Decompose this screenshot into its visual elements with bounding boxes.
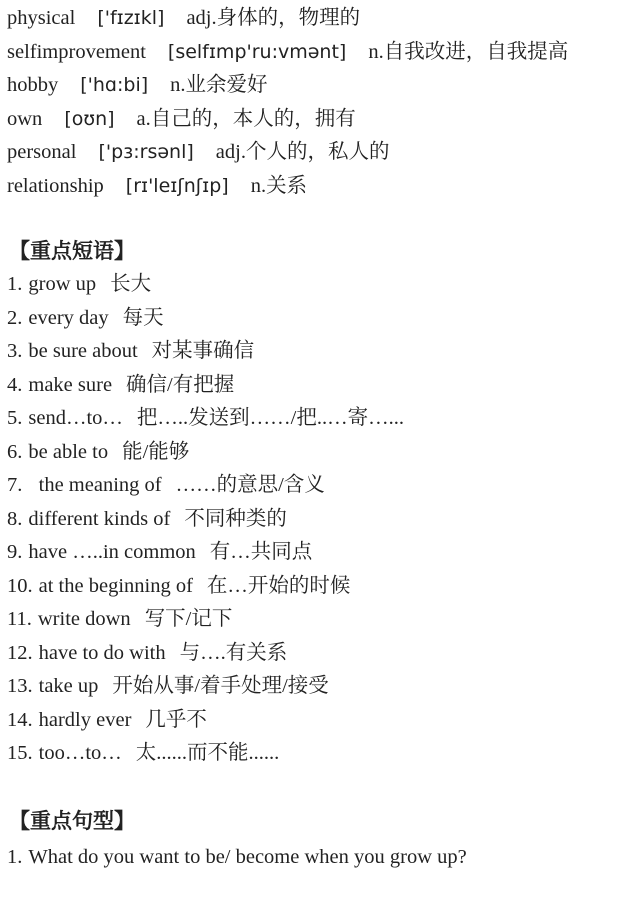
vocab-meaning: n.自我改进，自我提高 xyxy=(368,40,569,63)
sentence-list xyxy=(7,840,637,874)
phrase-chinese: 在…开始的时候 xyxy=(206,574,351,597)
phrase-english: the meaning of xyxy=(28,474,162,496)
vocab-phonetic: [selfɪmp'ru:vmənt] xyxy=(167,40,347,63)
vocab-item xyxy=(7,36,637,70)
phrase-item xyxy=(7,302,637,336)
phrase-english: different kinds of xyxy=(28,507,171,530)
vocab-meaning: adj.身体的，物理的 xyxy=(186,7,361,29)
vocab-phonetic: [rɪ'leɪʃnʃɪp] xyxy=(125,174,229,197)
phrase-english: hardly ever xyxy=(38,708,132,731)
phrase-number: 6. xyxy=(7,440,23,463)
phrase-item xyxy=(7,503,637,537)
phrase-number: 12. xyxy=(7,641,33,664)
phrases-heading: 【重点短语】 xyxy=(9,239,135,263)
phrase-english: at the beginning of xyxy=(38,574,193,597)
vocab-word: hobby xyxy=(7,74,59,97)
vocab-meaning: adj.个人的，私人的 xyxy=(215,141,390,164)
sentences-heading: 【重点句型】 xyxy=(9,809,135,833)
phrase-english: be sure about xyxy=(28,340,138,362)
phrase-english: have to do with xyxy=(38,641,166,664)
phrase-english: grow up xyxy=(28,273,97,295)
vocab-word: own xyxy=(7,107,43,130)
phrase-chinese: 与….有关系 xyxy=(179,641,288,664)
vocab-word: physical xyxy=(7,7,76,29)
vocab-item xyxy=(7,69,637,103)
phrase-number: 11. xyxy=(7,608,32,630)
phrase-chinese: 有…共同点 xyxy=(209,541,313,563)
phrase-chinese: 能/能够 xyxy=(122,440,190,463)
phrase-item xyxy=(7,637,637,671)
phrase-english: every day xyxy=(28,306,109,329)
phrase-item xyxy=(7,536,637,570)
phrase-chinese: 把…..发送到……/把..…寄…... xyxy=(136,407,404,429)
phrase-english: too…to… xyxy=(38,742,122,764)
sentence-number: 1. xyxy=(7,846,23,868)
phrase-number: 13. xyxy=(7,675,33,697)
phrase-english: take up xyxy=(38,675,99,697)
phrase-item xyxy=(7,268,637,302)
vocab-item xyxy=(7,170,637,204)
phrase-chinese: 确信/有把握 xyxy=(126,373,235,396)
vocab-phonetic: ['fɪzɪkl] xyxy=(97,7,165,29)
phrase-english: be able to xyxy=(28,440,109,463)
phrase-number: 7. xyxy=(7,474,23,496)
phrase-chinese: ……的意思/含义 xyxy=(175,474,325,496)
phrase-item xyxy=(7,704,637,738)
phrase-item xyxy=(7,436,637,470)
phrase-number: 10. xyxy=(7,574,33,597)
phrase-chinese: 每天 xyxy=(122,306,164,329)
vocab-meaning: n.关系 xyxy=(250,174,308,197)
vocab-phonetic: ['hɑ:bi] xyxy=(80,74,149,97)
phrase-item xyxy=(7,737,637,771)
phrase-chinese: 几乎不 xyxy=(145,708,207,731)
phrase-chinese: 写下/记下 xyxy=(144,608,233,630)
phrase-english: write down xyxy=(37,608,131,630)
phrase-number: 4. xyxy=(7,373,23,396)
phrase-chinese: 太......而不能...... xyxy=(135,742,280,764)
phrase-number: 14. xyxy=(7,708,33,731)
phrase-item xyxy=(7,570,637,604)
vocabulary-list xyxy=(7,2,637,204)
vocab-phonetic: [oʊn] xyxy=(64,107,115,130)
phrase-list xyxy=(7,268,637,771)
phrase-item xyxy=(7,369,637,403)
phrase-number: 9. xyxy=(7,541,23,563)
phrase-chinese: 长大 xyxy=(110,273,152,295)
phrase-chinese: 对某事确信 xyxy=(151,340,255,362)
vocab-phonetic: ['pɜ:rsənl] xyxy=(98,141,194,164)
phrase-number: 1. xyxy=(7,273,23,295)
phrase-chinese: 开始从事/着手处理/接受 xyxy=(112,675,329,697)
phrase-chinese: 不同种类的 xyxy=(184,507,287,530)
phrase-number: 2. xyxy=(7,306,23,329)
vocab-word: relationship xyxy=(7,174,104,197)
vocab-word: personal xyxy=(7,141,77,164)
vocab-meaning: a.自己的，本人的，拥有 xyxy=(136,107,356,130)
vocab-item xyxy=(7,2,637,36)
phrase-english: send…to… xyxy=(28,407,123,429)
phrase-item xyxy=(7,335,637,369)
phrase-english: have …..in common xyxy=(28,541,196,563)
sentence-item xyxy=(7,840,637,874)
phrase-number: 3. xyxy=(7,340,23,362)
phrase-item xyxy=(7,469,637,503)
phrase-english: make sure xyxy=(28,373,113,396)
phrase-number: 15. xyxy=(7,742,33,764)
vocab-word: selfimprovement xyxy=(7,40,146,63)
vocab-item xyxy=(7,136,637,170)
vocab-meaning: n.业余爱好 xyxy=(170,74,268,97)
phrase-number: 5. xyxy=(7,407,23,429)
phrase-item xyxy=(7,402,637,436)
phrase-item xyxy=(7,603,637,637)
vocab-item xyxy=(7,103,637,137)
sentence-text: What do you want to be/ become when you grow up? xyxy=(28,846,467,868)
phrase-item xyxy=(7,670,637,704)
phrase-number: 8. xyxy=(7,507,23,530)
